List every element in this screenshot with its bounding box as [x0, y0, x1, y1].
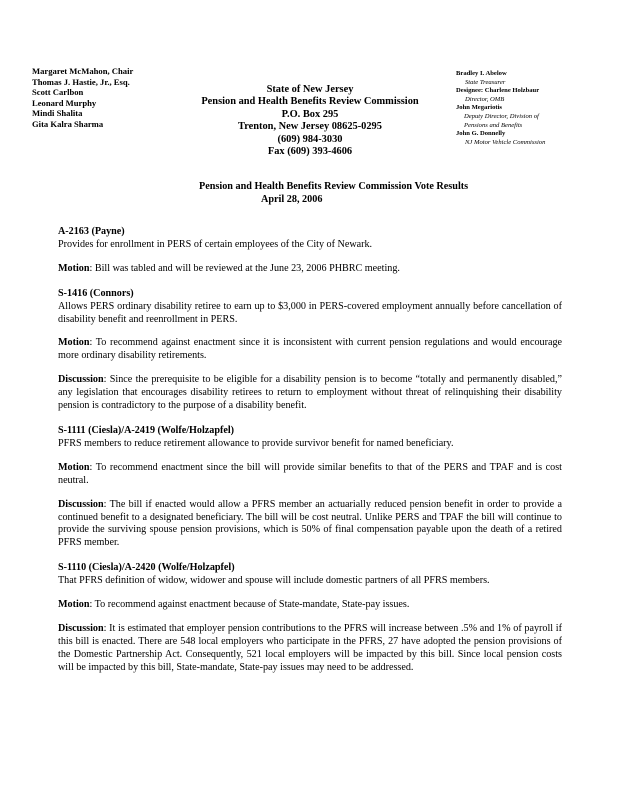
- member-name: Scott Carlbon: [32, 87, 84, 98]
- member-name: John Megariotis: [456, 104, 502, 112]
- member-title: NJ Motor Vehicle Commission: [465, 138, 546, 146]
- bill-summary: Provides for enrollment in PERS of certain employees of the City of Newark.: [58, 238, 373, 250]
- member-title: Director, OMB: [465, 95, 505, 103]
- address-line: Pension and Health Benefits Review Commission: [201, 96, 419, 108]
- member-name: Mindi Shalita: [32, 108, 83, 119]
- letterhead-address: [160, 84, 460, 158]
- bill-summary: That PFRS definition of widow, widower and spouse will include domestic partners of all PFRS members.: [58, 575, 490, 587]
- motion-label: Motion: [58, 337, 90, 349]
- title-text: Pension and Health Benefits Review Commission Vote Results: [199, 181, 469, 192]
- discussion-label: Discussion: [58, 498, 104, 510]
- motion-label: Motion: [58, 599, 90, 611]
- motion-label: Motion: [58, 461, 90, 473]
- address-line: Fax (609) 393-4606: [267, 146, 353, 158]
- discussion-label: Discussion: [58, 374, 104, 386]
- discussion-paragraph: [58, 623, 562, 675]
- motion-text: : To recommend enactment since the bill will provide similar benefits to that of the PERS and TPAF and is cost neutral.: [58, 461, 562, 486]
- address-line: P.O. Box 295: [281, 108, 339, 120]
- bill-id: A-2163 (Payne): [58, 226, 125, 237]
- address-line: (609) 984-3030: [277, 133, 343, 145]
- bill-id: S-1110 (Ciesla)/A-2420 (Wolfe/Holzapfel): [58, 562, 235, 574]
- bill-id: S-1111 (Ciesla)/A-2419 (Wolfe/Holzapfel): [58, 424, 235, 436]
- motion-paragraph: [58, 263, 562, 276]
- member-title: State Treasurer: [465, 78, 506, 86]
- discussion-text: : Since the prerequisite to be eligible for a disability pension is to become “totally and permanently disabled,” any legislation that encourages disability retirees to return to employment without threat of relinquishing their disability pension is contradictory to the purpose of a disability benefit.: [58, 374, 562, 412]
- document-title: [199, 180, 468, 206]
- member-name: Leonard Murphy: [32, 97, 97, 108]
- member-name: Margaret McMahon, Chair: [32, 66, 134, 76]
- bill-summary: Allows PERS ordinary disability retiree to earn up to $3,000 in PERS-covered employment annually before cancellation of disability benefit and reenrollment in PERS.: [58, 300, 562, 325]
- member-title: Deputy Director, Division of: [464, 112, 539, 120]
- meeting-date: April 28, 2006: [261, 194, 323, 205]
- member-title: Pensions and Benefits: [464, 121, 523, 129]
- discussion-label: Discussion: [58, 622, 104, 634]
- member-name: Designee: Charlene Holzbaur: [456, 87, 540, 95]
- motion-text: : To recommend against enactment since it is inconsistent with current pension regulations and would encourage more ordinary disability retirements.: [58, 337, 562, 362]
- bill-section: [58, 562, 562, 674]
- address-line: State of New Jersey: [266, 84, 354, 95]
- bill-summary: PFRS members to reduce retirement allowance to provide survivor benefit for named beneficiary.: [58, 437, 454, 449]
- bill-section: [58, 425, 562, 550]
- motion-label: Motion: [58, 262, 90, 274]
- member-name: Thomas J. Hastie, Jr., Esq.: [32, 76, 130, 87]
- bill-id: S-1416 (Connors): [58, 287, 134, 299]
- bill-results: [58, 226, 562, 687]
- motion-paragraph: [58, 462, 562, 488]
- discussion-paragraph: [58, 499, 562, 551]
- commission-members-list: [32, 66, 133, 130]
- discussion-text: : It is estimated that employer pension contributions to the PFRS will increase between .5% and 1% of payroll if this bill is enacted. There are 548 local employers who participate in the PFRS, 27 have adopted the pension provisions of the Domestic Partnership Act. Consequently, 521 local employers will be impacted by this bill. Since local pension costs will be impacted by this bill, State-mandate, State-pay issues may need to be addressed.: [58, 622, 562, 673]
- ex-officio-members-list: [456, 70, 545, 147]
- motion-paragraph: [58, 599, 562, 612]
- bill-section: [58, 226, 562, 276]
- motion-text: : Bill was tabled and will be reviewed at the June 23, 2006 PHBRC meeting.: [89, 262, 400, 274]
- member-name: John G. Donnelly: [456, 130, 506, 138]
- discussion-text: : The bill if enacted would allow a PFRS member an actuarially reduced pension benefit in order to provide a continued benefit to a designated beneficiary. The bill will be cost neutral. Unlike PERS and TPAF the bill will continue to provide the surviving spouse pension provisions, which is 50% of final compensation payable upon the death of a retired PFRS member.: [58, 498, 562, 549]
- member-name: Bradley I. Abelow: [456, 70, 507, 77]
- member-name: Gita Kalra Sharma: [32, 118, 104, 129]
- address-line: Trenton, New Jersey 08625-0295: [238, 121, 382, 133]
- motion-paragraph: [58, 337, 562, 363]
- discussion-paragraph: [58, 374, 562, 413]
- bill-section: [58, 288, 562, 413]
- motion-text: : To recommend against enactment because of State-mandate, State-pay issues.: [89, 599, 410, 611]
